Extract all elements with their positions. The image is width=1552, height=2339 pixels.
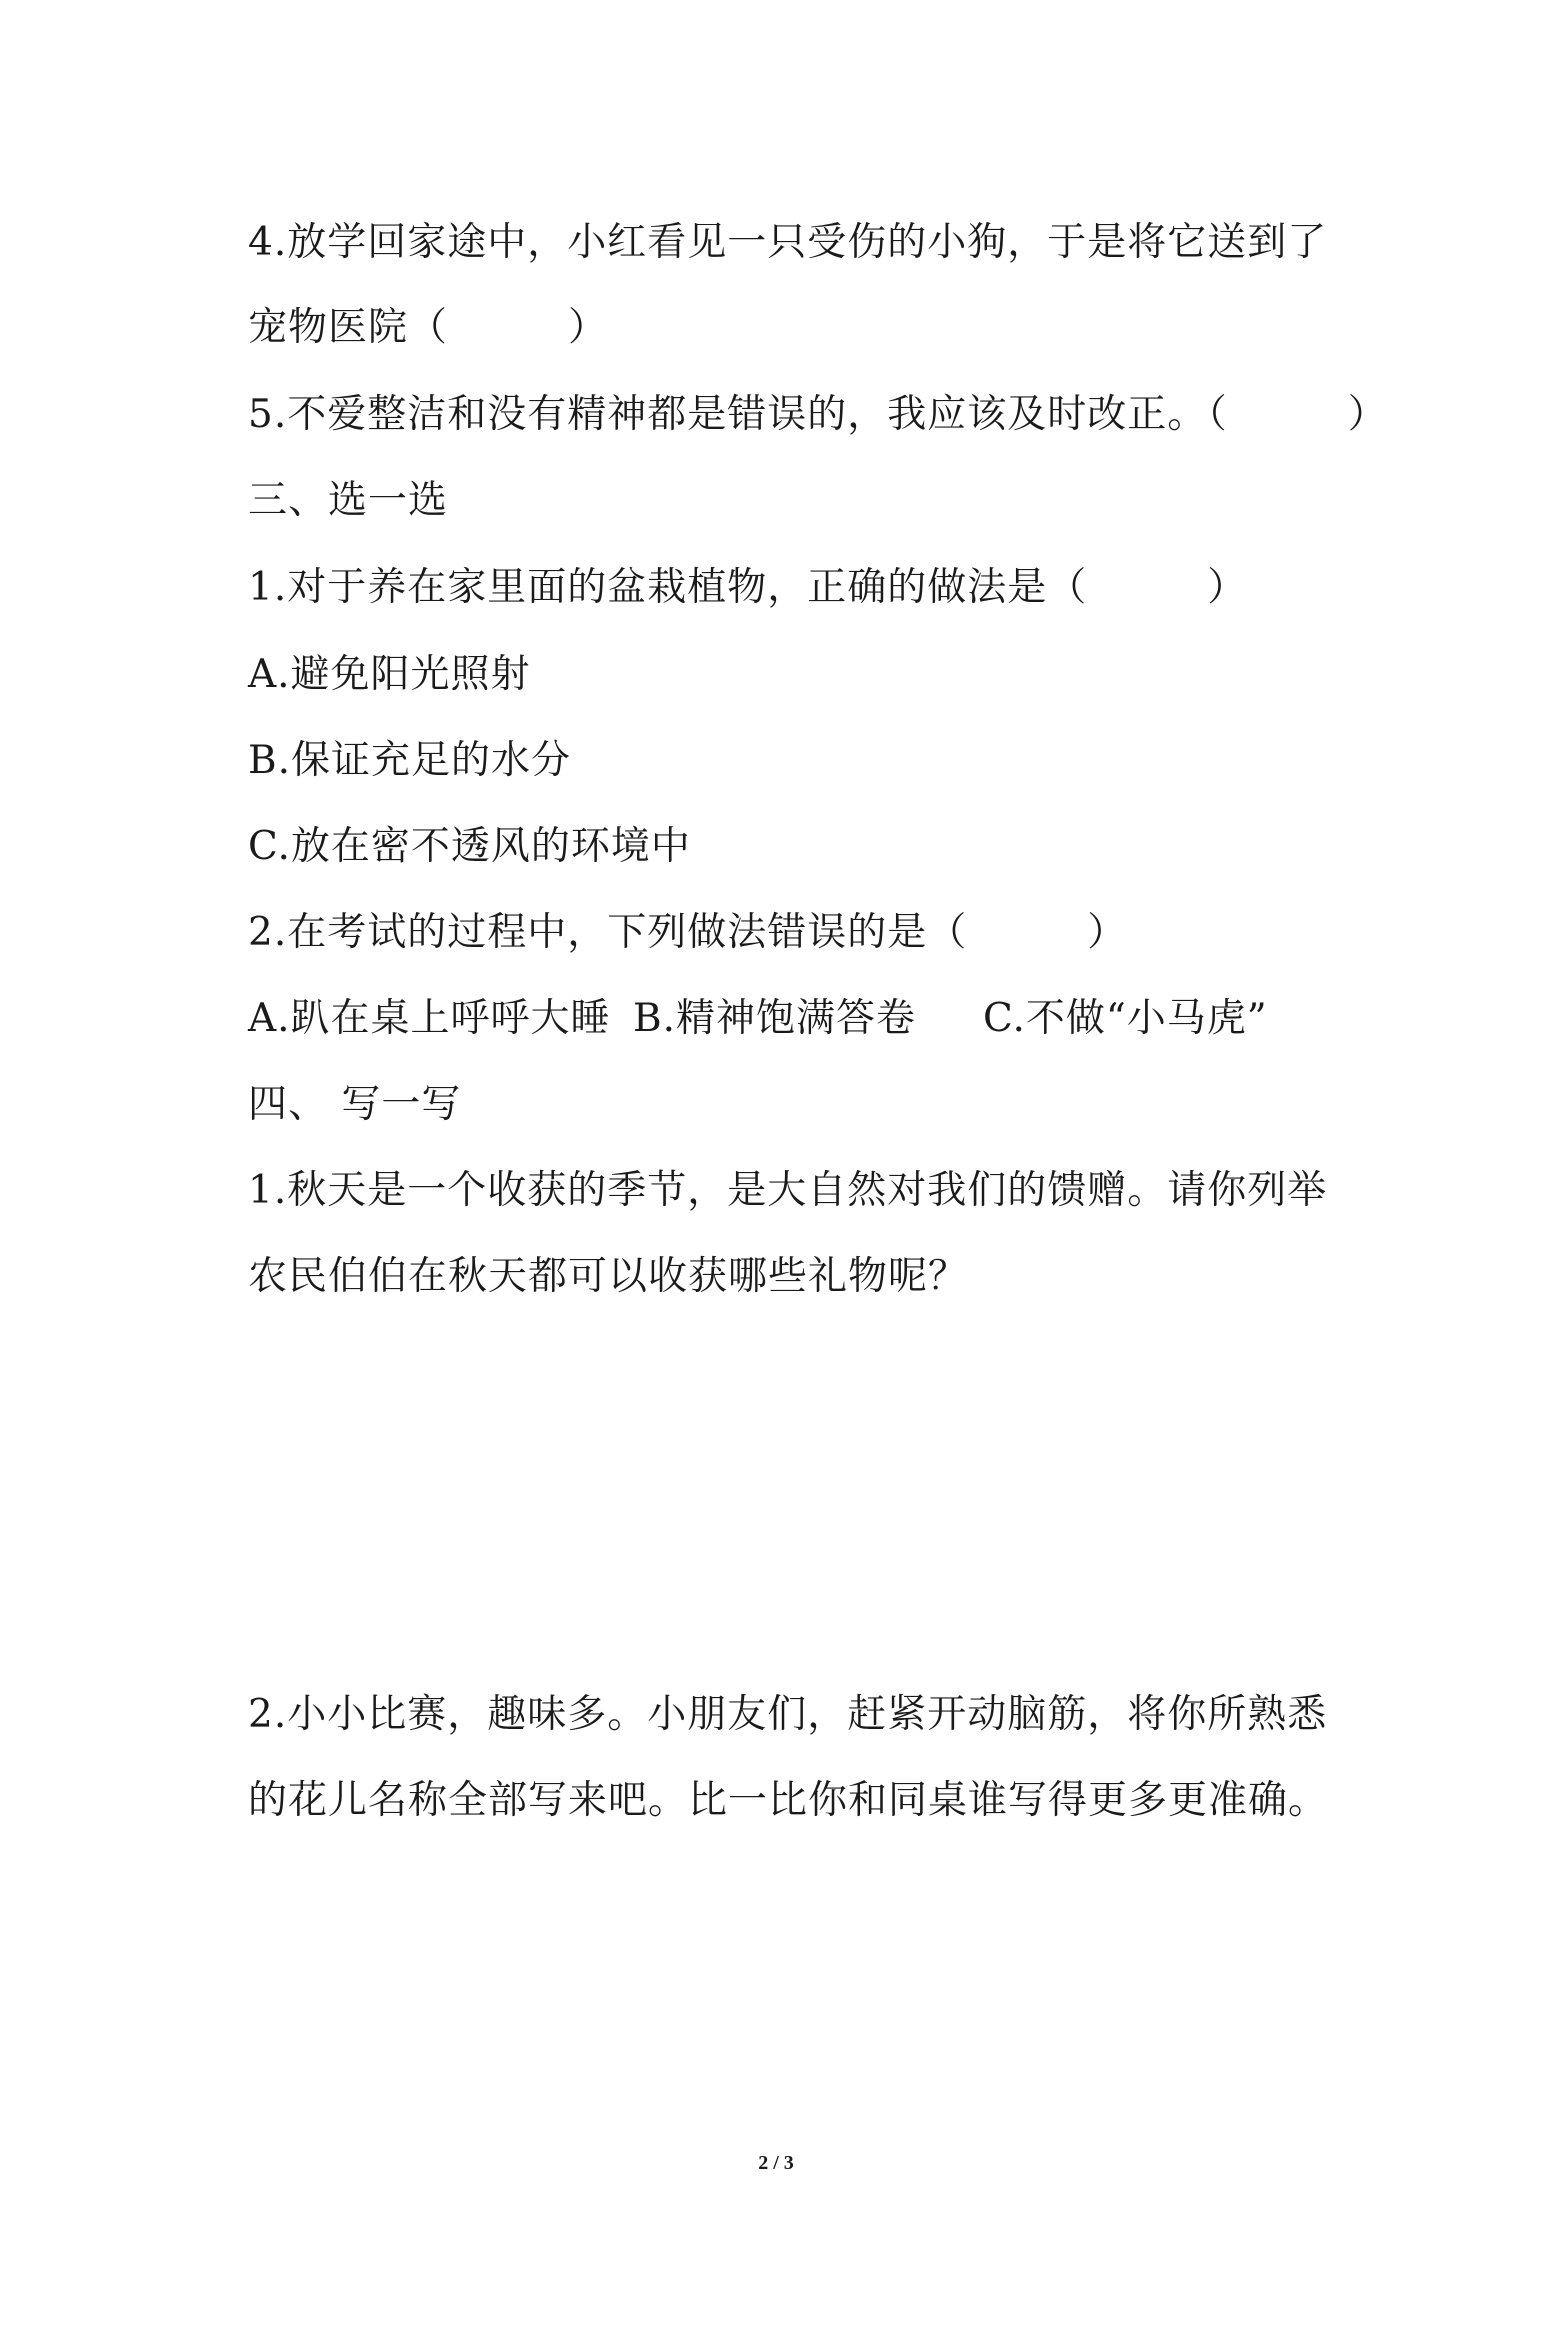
- section-3-q2-option-a: A.趴在桌上呼呼大睡: [248, 996, 611, 1041]
- section-3-question-1: 1.对于养在家里面的盆栽植物，正确的做法是（ ）: [248, 565, 1248, 610]
- page-number: 2 / 3: [758, 2152, 794, 2174]
- section-3-q1-option-c: C.放在密不透风的环境中: [248, 824, 691, 869]
- section-3-q2-option-b: B.精神饱满答卷: [633, 996, 917, 1041]
- section-4-heading: 四、 写一写: [248, 1082, 462, 1127]
- question-5: 5.不爱整洁和没有精神都是错误的，我应该及时改正。（ ）: [248, 392, 1388, 437]
- section-3-question-2: 2.在考试的过程中，下列做法错误的是（ ）: [248, 910, 1128, 955]
- section-3-heading: 三、选一选: [248, 478, 449, 523]
- section-4-question-1-line-1: 1.秋天是一个收获的季节，是大自然对我们的馈赠。请你列举: [248, 1168, 1328, 1213]
- question-4-line-1: 4.放学回家途中，小红看见一只受伤的小狗，于是将它送到了: [248, 220, 1328, 265]
- section-3-q1-option-a: A.避免阳光照射: [248, 652, 531, 697]
- section-3-q1-option-b: B.保证充足的水分: [248, 738, 572, 783]
- section-4-question-2-line-2: 的花儿名称全部写来吧。比一比你和同桌谁写得更多更准确。: [248, 1778, 1329, 1823]
- section-4-question-1-line-2: 农民伯伯在秋天都可以收获哪些礼物呢？: [248, 1254, 969, 1299]
- section-4-question-2-line-1: 2.小小比赛，趣味多。小朋友们，赶紧开动脑筋，将你所熟悉: [248, 1692, 1328, 1737]
- question-4-line-2: 宠物医院（ ）: [248, 305, 609, 350]
- section-3-q2-option-c: C.不做“小马虎”: [983, 996, 1268, 1041]
